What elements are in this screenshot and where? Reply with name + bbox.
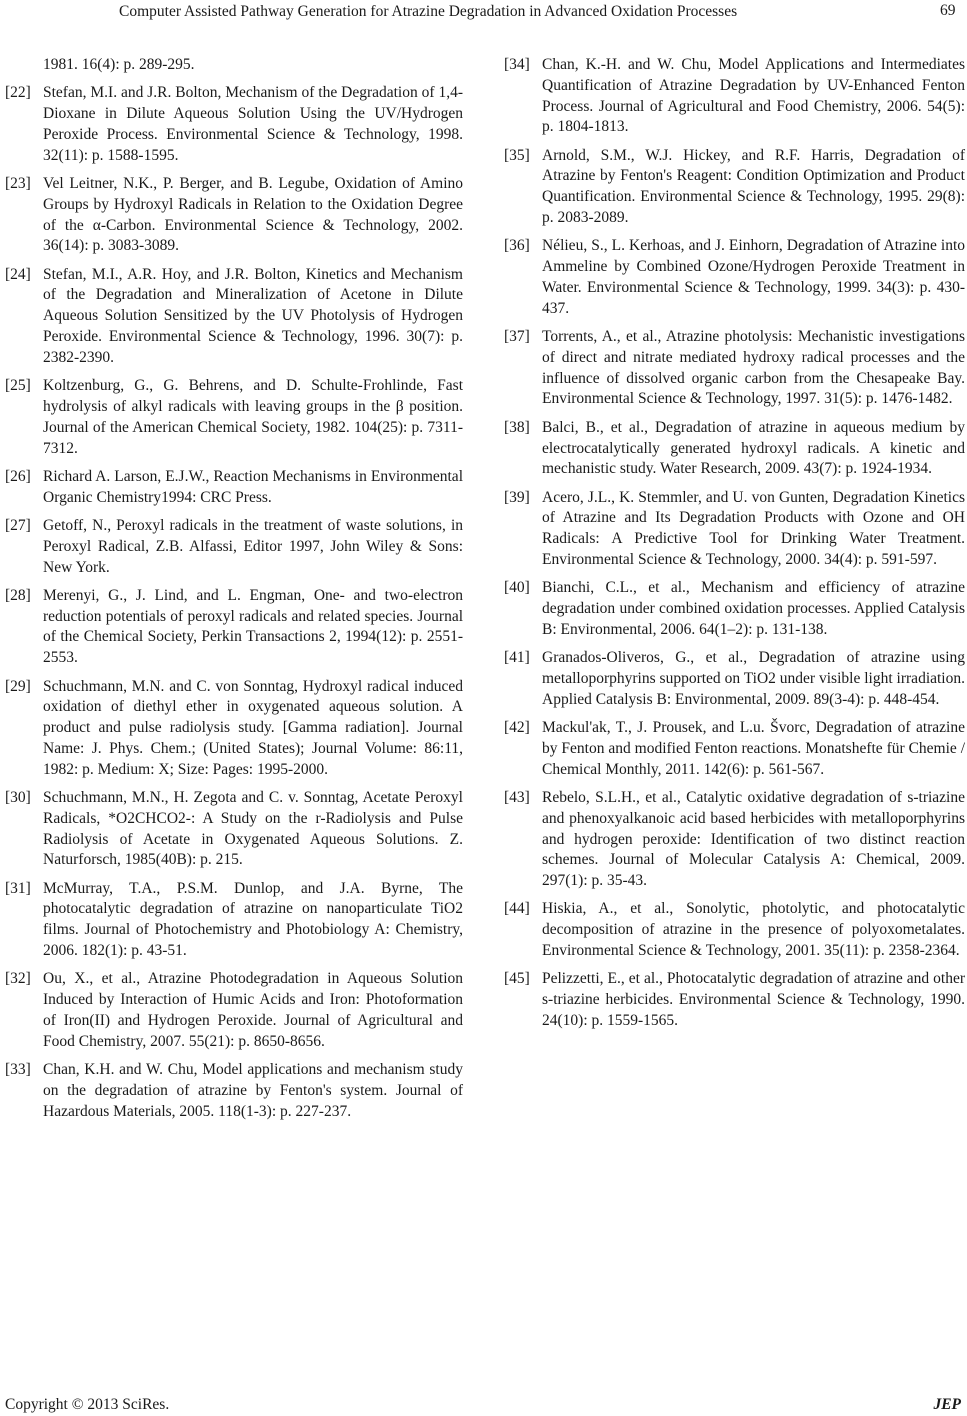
- reference-item: [504, 327, 965, 410]
- reference-item: [504, 718, 965, 780]
- reference-text: Bianchi, C.L., et al., Mechanism and efficiency of atrazine degradation under combined oxidation processes. Applied Catalysis B: Environmental, 2006. 64(1–2): p. 131-138.: [542, 579, 965, 638]
- reference-number: [43]: [504, 789, 530, 806]
- reference-item: [504, 488, 965, 571]
- reference-text: Rebelo, S.L.H., et al., Catalytic oxidative degradation of s-triazine and phenoxyalkanoic acid based herbicides with metalloporphyrins and hydrogen peroxide: Identification of two distinct reaction schemes. Journal of Molecular Catalysis A: Chemical, 2009. 297(1): p. 35-43.: [542, 789, 965, 890]
- reference-text: Ou, X., et al., Atrazine Photodegradation in Aqueous Solution Induced by Interaction of Humic Acids and Iron: Photoformation of Iron(II) and Hydrogen Peroxide. Journal of Agricultural and Food Chemistry, 2007. 55(21): p. 8650-8656.: [43, 970, 463, 1050]
- reference-text: Chan, K.-H. and W. Chu, Model Applications and Intermediates Quantification of Atrazine Degradation by UV-Enhanced Fenton Process. Journal of Agricultural and Food Chemistry, 2006. 54(5): p. 1804-1813.: [542, 56, 965, 136]
- right-column: [504, 55, 965, 1039]
- reference-number: [33]: [5, 1061, 31, 1079]
- reference-number: [32]: [5, 970, 31, 988]
- reference-number: [31]: [5, 879, 31, 897]
- left-reference-list: [5, 83, 463, 1122]
- reference-number: [22]: [5, 84, 31, 102]
- reference-number: [40]: [504, 579, 530, 597]
- reference-item: [504, 236, 965, 319]
- reference-number: [23]: [5, 174, 31, 192]
- reference-text: Merenyi, G., J. Lind, and L. Engman, One- and two-electron reduction potentials of peroxyl radicals and related species. Journal of the Chemical Society, Perkin Transactions 2, 1994(12): p. 2551-2553.: [43, 586, 463, 667]
- reference-number: [35]: [504, 146, 530, 164]
- reference-item: [504, 578, 965, 640]
- reference-text: Pelizzetti, E., et al., Photocatalytic degradation of atrazine and other s-triazine herbicides. Environmental Science & Technology, 1990. 24(10): p. 1559-1565.: [542, 970, 965, 1029]
- reference-text: Acero, J.L., K. Stemmler, and U. von Gunten, Degradation Kinetics of Atrazine and Its Degradation Products with Ozone and OH Radicals: A Predictive Tool for Drinking Water Treatment. Environmental Science & Technology, 2000. 34(4): p. 591-597.: [542, 488, 965, 569]
- reference-text: Getoff, N., Peroxyl radicals in the treatment of waste solutions, in Peroxyl Radical, Z.B. Alfassi, Editor 1997, John Wiley & Sons: New York.: [43, 516, 463, 576]
- page-header: [0, 0, 967, 40]
- reference-number: [39]: [504, 488, 530, 506]
- reference-item: [5, 969, 463, 1052]
- reference-item: [504, 899, 965, 961]
- copyright-notice: Copyright © 2013 SciRes.: [5, 1396, 170, 1413]
- reference-text: McMurray, T.A., P.S.M. Dunlop, and J.A. Byrne, The photocatalytic degradation of atrazine on nanoparticulate TiO2 films. Journal of Photochemistry and Photobiology A: Chemistry, 2006. 182(1): p. 43-51.: [43, 879, 463, 960]
- reference-continuation: 1981. 16(4): p. 289-295.: [43, 56, 195, 73]
- left-column: [5, 55, 463, 1130]
- reference-text: Schuchmann, M.N. and C. von Sonntag, Hydroxyl radical induced oxidation of diethyl ether in oxygenated aqueous solution. A product and pulse radiolysis study. [Gamma radiation]. Journal Name: J. Phys. Chem.; (United States); Journal Volume: 86:11, 1982: p. Medium: X; Size: Pages: 1995-2000.: [43, 677, 463, 778]
- reference-text: Balci, B., et al., Degradation of atrazine in aqueous medium by electrocatalytically generated hydroxyl radicals. A kinetic and mechanistic study. Water Research, 2009. 43(7): p. 1924-1934.: [542, 418, 965, 478]
- reference-number: [24]: [5, 265, 31, 283]
- reference-item: [5, 265, 463, 369]
- reference-item: [5, 467, 463, 509]
- reference-item: [5, 376, 463, 459]
- reference-text: Arnold, S.M., W.J. Hickey, and R.F. Harris, Degradation of Atrazine by Fenton's Reagent: Condition Optimization and Product Quantification. Environmental Science & Technology, 1995. 29(8): p. 2083-2089.: [542, 146, 965, 227]
- reference-text: Koltzenburg, G., G. Behrens, and D. Schulte-Frohlinde, Fast hydrolysis of alkyl radicals with leaving groups in the β position. Journal of the American Chemical Society, 1982. 104(25): p. 7311-7312.: [43, 377, 463, 457]
- reference-number: [44]: [504, 900, 530, 918]
- reference-item: [5, 788, 463, 871]
- reference-number: [37]: [504, 328, 530, 346]
- reference-text: Torrents, A., et al., Atrazine photolysis: Mechanistic investigations of direct and nitrate mediated hydroxy radical processes and the influence of dissolved organic carbon from the Chesapeake Bay. Environmental Science & Technology, 1997. 31(5): p. 1476-1482.: [542, 328, 965, 408]
- reference-item: [5, 677, 463, 781]
- reference-text: Richard A. Larson, E.J.W., Reaction Mechanisms in Environmental Organic Chemistry1994: CRC Press.: [43, 467, 463, 506]
- reference-text: Schuchmann, M.N., H. Zegota and C. v. Sonntag, Acetate Peroxyl Radicals, *O2CHCO2-: A Study on the r-Radiolysis and Pulse Radiolysis of Acetate in Oxygenated Aqueous Solutions. Z. Naturforsch, 1985(40B): p. 215.: [43, 789, 463, 869]
- reference-number: [42]: [504, 719, 530, 737]
- reference-item: [504, 418, 965, 480]
- reference-item: [504, 146, 965, 229]
- reference-number: [38]: [504, 418, 530, 436]
- reference-text: Granados-Oliveros, G., et al., Degradation of atrazine using metalloporphyrins supported on TiO2 under visible light irradiation. Applied Catalysis B: Environmental, 2009. 89(3-4): p. 448-454.: [542, 649, 965, 708]
- reference-number: [36]: [504, 237, 530, 255]
- reference-item: [5, 516, 463, 578]
- reference-number: [34]: [504, 56, 530, 73]
- reference-number: [25]: [5, 377, 31, 395]
- reference-item: [504, 55, 965, 138]
- reference-number: [29]: [5, 677, 31, 695]
- reference-number: [41]: [504, 649, 530, 667]
- reference-text: Stefan, M.I. and J.R. Bolton, Mechanism of the Degradation of 1,4-Dioxane in Dilute Aqueous Solution Using the UV/Hydrogen Peroxide Process. Environmental Science & Technology, 1998. 32(11): p. 1588-1595.: [43, 84, 463, 164]
- reference-text: Vel Leitner, N.K., P. Berger, and B. Legube, Oxidation of Amino Groups by Hydroxyl Radicals in Relation to the Oxidation Degree of the α-Carbon. Environmental Science & Technology, 2002. 36(14): p. 3083-3089.: [43, 174, 463, 255]
- reference-number: [28]: [5, 586, 31, 604]
- reference-number: [27]: [5, 516, 31, 534]
- reference-item: [504, 648, 965, 710]
- reference-item: [5, 174, 463, 257]
- reference-item: [504, 788, 965, 892]
- reference-item: [5, 83, 463, 166]
- page-footer: [0, 1390, 967, 1414]
- page-number: 69: [940, 2, 956, 19]
- reference-item: [504, 969, 965, 1031]
- reference-item: [5, 879, 463, 962]
- reference-number: [30]: [5, 789, 31, 806]
- reference-item: [5, 586, 463, 669]
- reference-text: Hiskia, A., et al., Sonolytic, photolytic, and photocatalytic decomposition of atrazine in the presence of polyoxometalates. Environmental Science & Technology, 2001. 35(11): p. 2358-2364.: [542, 900, 965, 960]
- reference-number: [26]: [5, 467, 31, 485]
- reference-text: Stefan, M.I., A.R. Hoy, and J.R. Bolton, Kinetics and Mechanism of the Degradation and Mineralization of Acetone in Dilute Aqueous Solution Sensitized by the UV Photolysis of Hydrogen Peroxide. Environmental Science & Technology, 1996. 30(7): p. 2382-2390.: [43, 265, 463, 366]
- reference-text: Chan, K.H. and W. Chu, Model applications and mechanism study on the degradation of atrazine by Fenton's system. Journal of Hazardous Materials, 2005. 118(1-3): p. 227-237.: [43, 1061, 463, 1120]
- reference-text: Nélieu, S., L. Kerhoas, and J. Einhorn, Degradation of Atrazine into Ammeline by Combined Ozone/Hydrogen Peroxide Treatment in Water. Environmental Science & Technology, 1999. 34(3): p. 430-437.: [542, 237, 965, 317]
- journal-abbreviation: JEP: [933, 1396, 961, 1413]
- reference-text: Mackul'ak, T., J. Prousek, and L.u. Švorc, Degradation of atrazine by Fenton and modified Fenton reactions. Monatshefte für Chemie / Chemical Monthly, 2011. 142(6): p. 561-567.: [542, 719, 965, 778]
- reference-item: [5, 1060, 463, 1122]
- reference-number: [45]: [504, 970, 530, 988]
- right-reference-list: [504, 55, 965, 1032]
- running-title: Computer Assisted Pathway Generation for Atrazine Degradation in Advanced Oxidation Processes: [119, 3, 738, 20]
